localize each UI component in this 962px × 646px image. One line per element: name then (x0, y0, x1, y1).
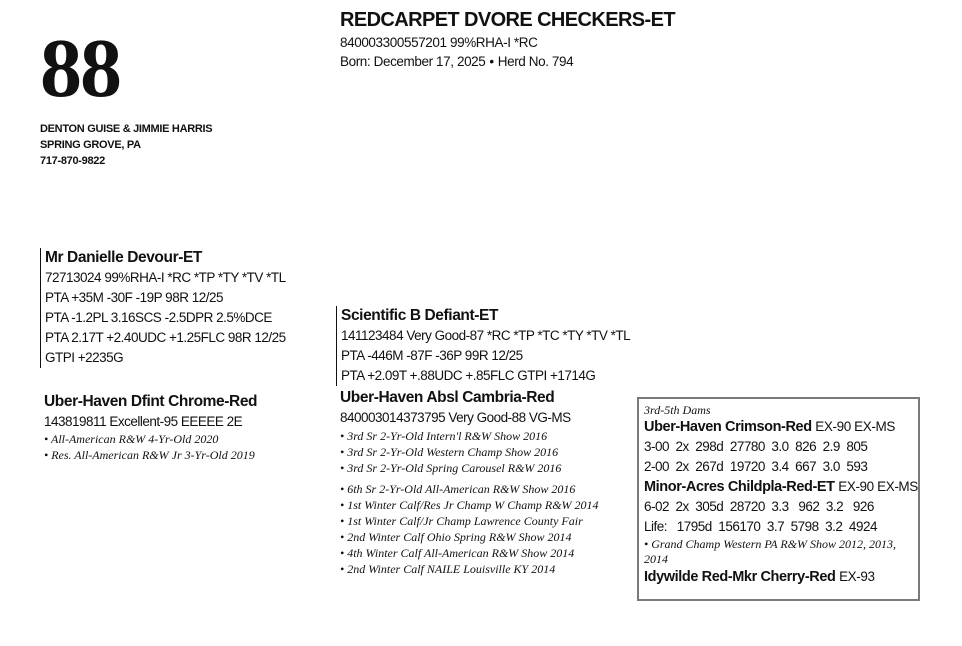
sire-line: 72713024 99%RHA-I *RC *TP *TY *TV *TL (45, 270, 286, 285)
dam5-heading (644, 567, 914, 587)
granddam-achievement: • 3rd Sr 2-Yr-Old Western Champ Show 2016 (340, 445, 559, 459)
dams-box-label: 3rd-5th Dams (644, 403, 711, 417)
sire-line: PTA -1.2PL 3.16SCS -2.5DPR 2.5%DCE (45, 310, 272, 325)
dam3-record: 3-00 2x 298d 27780 3.0 826 2.9 805 (644, 439, 868, 454)
consignor (40, 121, 212, 169)
dam3-class: EX-90 EX-MS (815, 419, 895, 434)
dam-name: Uber-Haven Dfint Chrome-Red (44, 393, 258, 410)
sire-of-dam-name: Scientific B Defiant-ET (341, 307, 499, 324)
sire-line: GTPI +2235G (45, 350, 124, 365)
bullet-separator: • (489, 54, 494, 69)
granddam-achievement: • 1st Winter Calf/Jr Champ Lawrence County Fair (340, 514, 583, 528)
animal-id: 840003300557201 99%RHA-I *RC (340, 35, 538, 50)
consignor-phone: 717-870-9822 (40, 155, 105, 167)
dam5-name: Idywilde Red-Mkr Cherry-Red (644, 569, 836, 585)
granddam-id: 840003014373795 Very Good-88 VG-MS (340, 410, 571, 425)
born-date: Born: December 17, 2025 (340, 54, 486, 69)
dam3-name: Uber-Haven Crimson-Red (644, 419, 812, 435)
granddam-achievement: • 6th Sr 2-Yr-Old All-American R&W Show 2016 (340, 482, 576, 496)
granddam-achievement: • 3rd Sr 2-Yr-Old Spring Carousel R&W 2016 (340, 461, 562, 475)
granddam-achievement: • 1st Winter Calf/Res Jr Champ W Champ R&W 2014 (340, 498, 599, 512)
lot-number: 88 (40, 22, 120, 115)
dam-id: 143819811 Excellent-95 EEEEE 2E (44, 414, 243, 429)
dam-achievement: • Res. All-American R&W Jr 3-Yr-Old 2019 (44, 447, 255, 462)
dam4-class: EX-90 EX-MS (838, 479, 918, 494)
granddam-name: Uber-Haven Absl Cambria-Red (340, 389, 555, 406)
sire-of-dam-line: PTA +2.09T +.88UDC +.85FLC GTPI +1714G (341, 368, 596, 383)
dam3-heading (644, 417, 914, 437)
dam4-heading (644, 477, 918, 497)
dam4-achievement: • Grand Champ Western PA R&W Show 2012, 2013, 2014 (644, 537, 896, 566)
granddam-achievement: • 2nd Winter Calf NAILE Louisville KY 2014 (340, 562, 556, 576)
animal-name: REDCARPET DVORE CHECKERS-ET (340, 9, 675, 31)
sire-line: PTA +35M -30F -19P 98R 12/25 (45, 290, 223, 305)
dam5-class: EX-93 (839, 569, 875, 584)
animal-born (340, 54, 573, 69)
dam-block (44, 392, 257, 463)
granddam-achievement: • 3rd Sr 2-Yr-Old Intern'l R&W Show 2016 (340, 429, 548, 443)
granddam-achievement: • 2nd Winter Calf Ohio Spring R&W Show 2014 (340, 530, 572, 544)
dam-achievement: • All-American R&W 4-Yr-Old 2020 (44, 432, 219, 446)
herd-number: Herd No. 794 (497, 54, 574, 69)
granddam-block (340, 388, 599, 577)
sire-block (40, 248, 286, 368)
consignor-name: DENTON GUISE & JIMMIE HARRIS (40, 123, 213, 135)
sire-of-dam-block (336, 306, 630, 386)
consignor-location: SPRING GROVE, PA (40, 139, 141, 151)
sire-of-dam-line: PTA -446M -87F -36P 99R 12/25 (341, 348, 523, 363)
dam4-record: 6-02 2x 305d 28720 3.3 962 3.2 926 (644, 499, 874, 514)
dam4-name: Minor-Acres Childpla-Red-ET (644, 479, 835, 495)
sire-line: PTA 2.17T +2.40UDC +1.25FLC 98R 12/25 (45, 330, 286, 345)
granddam-achievement: • 4th Winter Calf All-American R&W Show 2014 (340, 546, 575, 560)
dam4-record: Life: 1795d 156170 3.7 5798 3.2 4924 (644, 519, 877, 534)
dam3-record: 2-00 2x 267d 19720 3.4 667 3.0 593 (644, 459, 868, 474)
dams-box (637, 397, 920, 601)
sire-of-dam-line: 141123484 Very Good-87 *RC *TP *TC *TY *TV *TL (341, 328, 631, 343)
sire-name: Mr Danielle Devour-ET (45, 249, 202, 266)
